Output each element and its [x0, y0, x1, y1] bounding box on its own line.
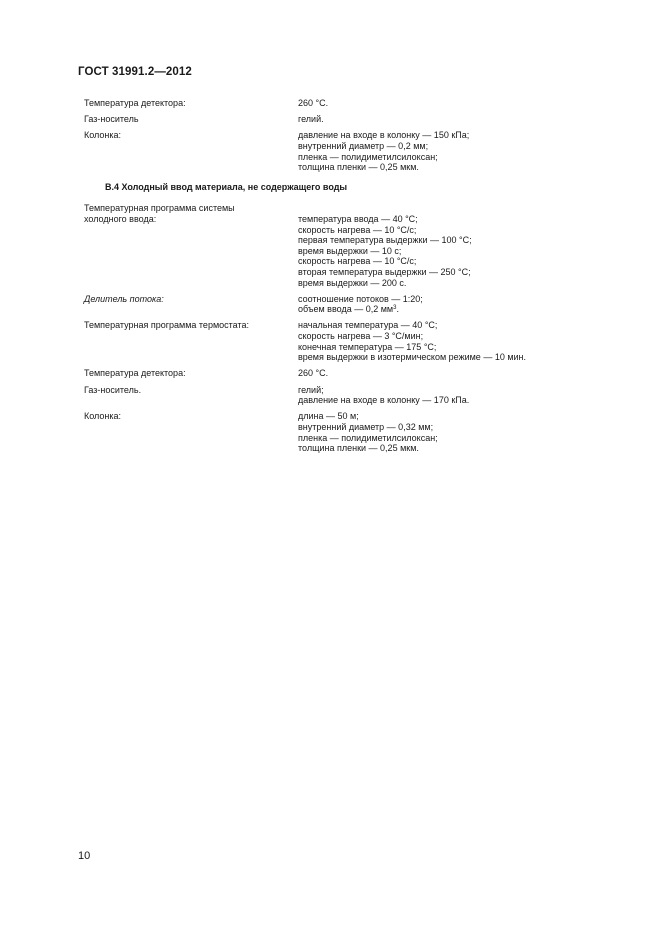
param-row-thermostat-program — [84, 320, 604, 362]
param-row-carrier-gas-1 — [84, 114, 604, 125]
param-row-carrier-gas-2 — [84, 385, 604, 406]
param-label: Делитель потока: — [84, 293, 164, 304]
param-row-column-1 — [84, 130, 604, 172]
param-label: Газ-носитель — [84, 114, 139, 125]
param-label: Колонка: — [84, 130, 122, 141]
param-row-flow-splitter — [84, 294, 604, 315]
param-value: температура ввода — 40 °С; скорость нагрева — 10 °С/с; первая температура выдержки — 100 °С; время выдержки — 10 с; скорость нагрева — 10 °С/с; вторая температура выдержки — 250 °С; время выдержки — 200 с. — [298, 213, 472, 288]
param-row-detector-temp-2 — [84, 368, 604, 379]
section-title: В.4 Холодный ввод материала, не содержащего воды — [105, 181, 348, 192]
param-value: гелий. — [298, 114, 324, 125]
param-label: Колонка: — [84, 411, 122, 422]
param-row-column-2 — [84, 411, 604, 453]
document-body — [84, 98, 604, 459]
param-value: гелий; давление на входе в колонку — 170 кПа. — [298, 384, 470, 406]
param-value: начальная температура — 40 °С; скорость нагрева — 3 °С/мин; конечная температура — 175 °С; время выдержки в изотермическом режиме — 10 мин. — [298, 320, 527, 363]
param-label: Температурная программа системы холодного ввода: — [84, 203, 235, 224]
page-number: 10 — [78, 850, 91, 862]
param-value: длина — 50 м; внутренний диаметр — 0,32 мм; пленка — полидиметилсилоксан; толщина пленки — 0,25 мкм. — [298, 411, 438, 454]
document-header: ГОСТ 31991.2—2012 — [78, 66, 192, 78]
param-label: Температурная программа термостата: — [84, 320, 249, 331]
param-value: 260 °С. — [298, 368, 329, 379]
param-row-cold-inlet-program — [84, 203, 604, 288]
param-value: соотношение потоков — 1:20; объем ввода — 0,2 $мм^3$. — [298, 293, 423, 315]
param-label: Температура детектора: — [84, 368, 186, 379]
param-value: 260 °С. — [298, 98, 329, 108]
param-value: давление на входе в колонку — 150 кПа; внутренний диаметр — 0,2 мм; пленка — полидиметилсилоксан; толщина пленки — 0,25 мкм. — [298, 130, 470, 173]
param-row-detector-temp-1 — [84, 98, 604, 109]
param-label: Температура детектора: — [84, 98, 186, 108]
param-label: Газ-носитель. — [84, 384, 142, 395]
